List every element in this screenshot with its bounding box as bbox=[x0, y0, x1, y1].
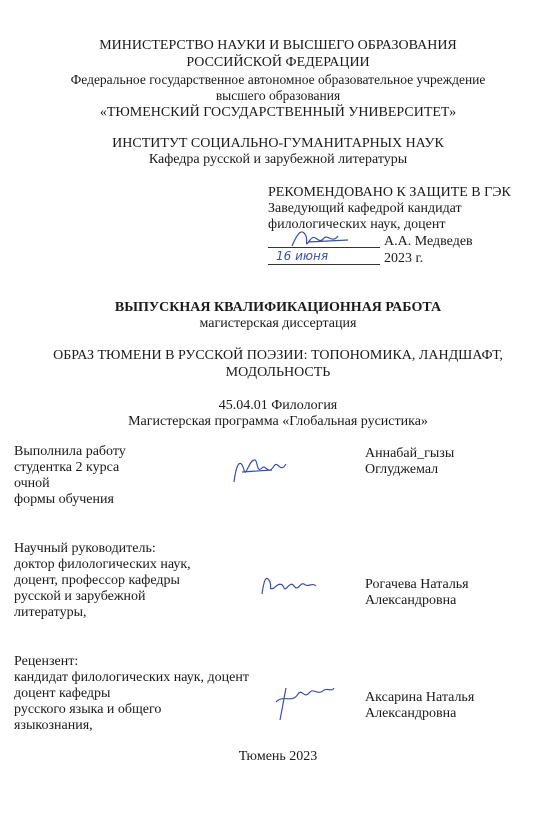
recommendation-line-1: Заведующий кафедрой кандидат bbox=[268, 201, 462, 216]
author-signature-image bbox=[228, 452, 298, 488]
author-role-line-4: формы обучения bbox=[14, 492, 114, 507]
reviewer-role-line-5: языкознания, bbox=[14, 718, 93, 733]
date-line bbox=[268, 264, 380, 265]
supervisor-role-line-4: русской и зарубежной bbox=[14, 589, 146, 604]
author-name-line-1: Аннабай_гызы bbox=[365, 446, 455, 461]
work-title-line-1: ОБРАЗ ТЮМЕНИ В РУССКОЙ ПОЭЗИИ: ТОПОНОМИКА, ЛАНДШАФТ, bbox=[53, 348, 503, 363]
recommendation-line-2: филологических наук, доцент bbox=[268, 217, 446, 232]
city-year: Тюмень 2023 bbox=[238, 749, 318, 764]
author-role-line-2: студентка 2 курса bbox=[14, 460, 120, 475]
department-name: Кафедра русской и зарубежной литературы bbox=[148, 152, 408, 167]
work-type: ВЫПУСКНАЯ КВАЛИФИКАЦИОННАЯ РАБОТА bbox=[114, 300, 442, 315]
author-role-line-3: очной bbox=[14, 476, 50, 491]
work-subtype: магистерская диссертация bbox=[199, 316, 357, 331]
ministry-line-1: МИНИСТЕРСТВО НАУКИ И ВЫСШЕГО ОБРАЗОВАНИЯ bbox=[99, 38, 457, 53]
institute-name: ИНСТИТУТ СОЦИАЛЬНО-ГУМАНИТАРНЫХ НАУК bbox=[112, 136, 444, 151]
recommendation-title: РЕКОМЕНДОВАНО К ЗАЩИТЕ В ГЭК bbox=[268, 185, 511, 200]
supervisor-role-line-3: доцент, профессор кафедры bbox=[14, 573, 180, 588]
author-name-line-2: Оглуджемал bbox=[365, 462, 439, 477]
reviewer-role-line-3: доцент кафедры bbox=[14, 686, 111, 701]
ministry-line-2: РОССИЙСКОЙ ФЕДЕРАЦИИ bbox=[186, 55, 370, 70]
handwritten-date: 16 июня bbox=[276, 249, 329, 263]
recommendation-year: 2023 г. bbox=[384, 251, 424, 266]
supervisor-role-line-5: литературы, bbox=[14, 605, 87, 620]
institution-type-line-2: высшего образования bbox=[215, 88, 341, 103]
author-role-line-1: Выполнила работу bbox=[14, 444, 126, 459]
head-name: А.А. Медведев bbox=[384, 234, 473, 249]
specialty: 45.04.01 Филология bbox=[218, 398, 338, 413]
work-title-line-2: МОДОЛЬНОСТЬ bbox=[225, 365, 331, 380]
reviewer-role-line-1: Рецензент: bbox=[14, 654, 79, 669]
institution-type-line-1: Федеральное государственное автономное образовательное учреждение bbox=[70, 72, 486, 87]
reviewer-name-line-2: Александровна bbox=[365, 706, 457, 721]
supervisor-name-line-1: Рогачева Наталья bbox=[365, 577, 469, 592]
supervisor-signature-image bbox=[258, 570, 320, 600]
program: Магистерская программа «Глобальная русистика» bbox=[128, 414, 428, 429]
supervisor-role-line-2: доктор филологических наук, bbox=[14, 557, 191, 572]
reviewer-signature-image bbox=[268, 680, 338, 724]
reviewer-role-line-2: кандидат филологических наук, доцент bbox=[14, 670, 249, 685]
university-name: «ТЮМЕНСКИЙ ГОСУДАРСТВЕННЫЙ УНИВЕРСИТЕТ» bbox=[99, 105, 457, 120]
reviewer-name-line-1: Аксарина Наталья bbox=[365, 690, 475, 705]
supervisor-name-line-2: Александровна bbox=[365, 593, 457, 608]
supervisor-role-line-1: Научный руководитель: bbox=[14, 541, 156, 556]
reviewer-role-line-4: русского языка и общего bbox=[14, 702, 162, 717]
